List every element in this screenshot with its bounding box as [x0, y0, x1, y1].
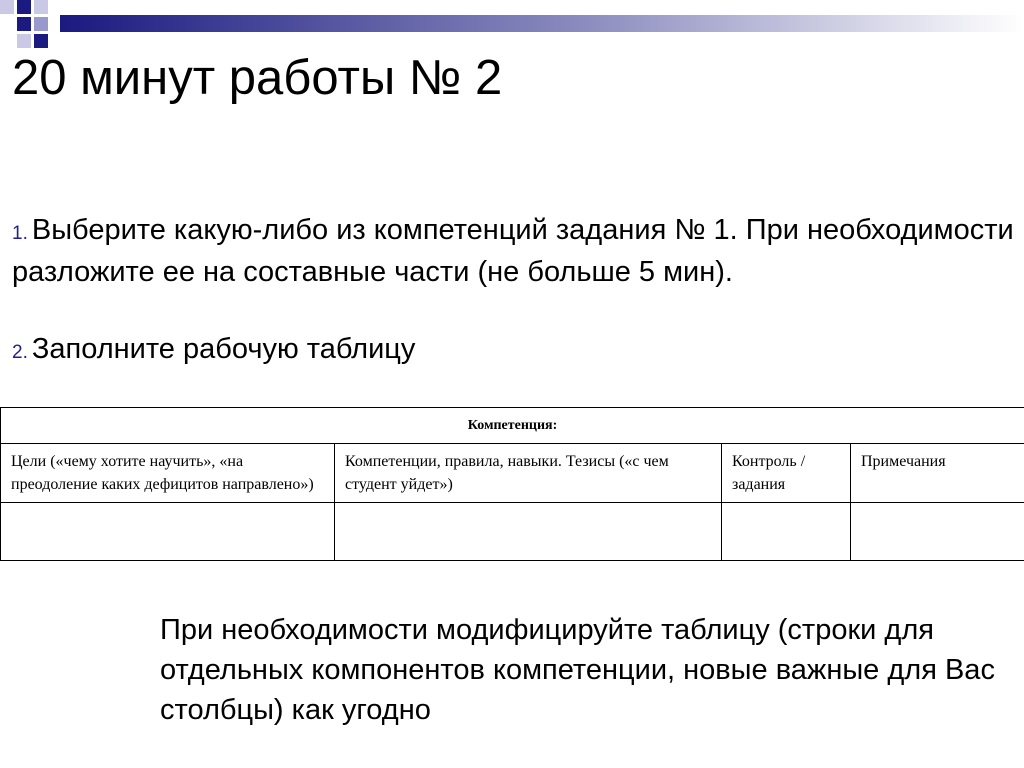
table-cell — [722, 503, 851, 561]
deco-square — [34, 0, 48, 14]
list-number: 2. — [12, 342, 28, 363]
column-header-notes: Примечания — [851, 444, 1024, 503]
list-item-2 — [12, 330, 415, 372]
deco-square — [17, 0, 31, 14]
table-caption: Компетенция: — [1, 408, 1024, 444]
table-cell — [335, 503, 722, 561]
list-number: 1. — [12, 223, 28, 244]
table-row — [1, 503, 1024, 561]
competency-worksheet-table — [0, 407, 1024, 561]
table-caption-row — [1, 408, 1024, 444]
deco-square — [17, 17, 31, 31]
column-header-control: Контроль / задания — [722, 444, 851, 503]
modification-note: При необходимости модифицируйте таблицу (строки для отдельных компонентов компетенции, новые важные для Вас столбцы) как угодно — [160, 614, 995, 726]
deco-square — [34, 17, 48, 31]
table-header-row — [1, 444, 1024, 503]
deco-square — [0, 0, 14, 14]
column-header-competencies: Компетенции, правила, навыки. Тезисы («с чем студент уйдет») — [335, 444, 722, 503]
deco-square — [34, 34, 48, 48]
column-header-goals: Цели («чему хотите научить», «на преодоление каких дефицитов направлено») — [1, 444, 335, 503]
list-item-1 — [12, 211, 1024, 291]
list-item-text: Выберите какую-либо из компетенций задания № 1. При необходимости разложите ее на составные части (не больше 5 мин). — [12, 214, 1014, 288]
deco-square — [17, 34, 31, 48]
header-gradient-bar — [60, 15, 1024, 32]
list-item-text: Заполните рабочую таблицу — [31, 333, 416, 365]
table-cell — [851, 503, 1024, 561]
slide-title: 20 минут работы № 2 — [12, 51, 503, 105]
table-cell — [1, 503, 335, 561]
